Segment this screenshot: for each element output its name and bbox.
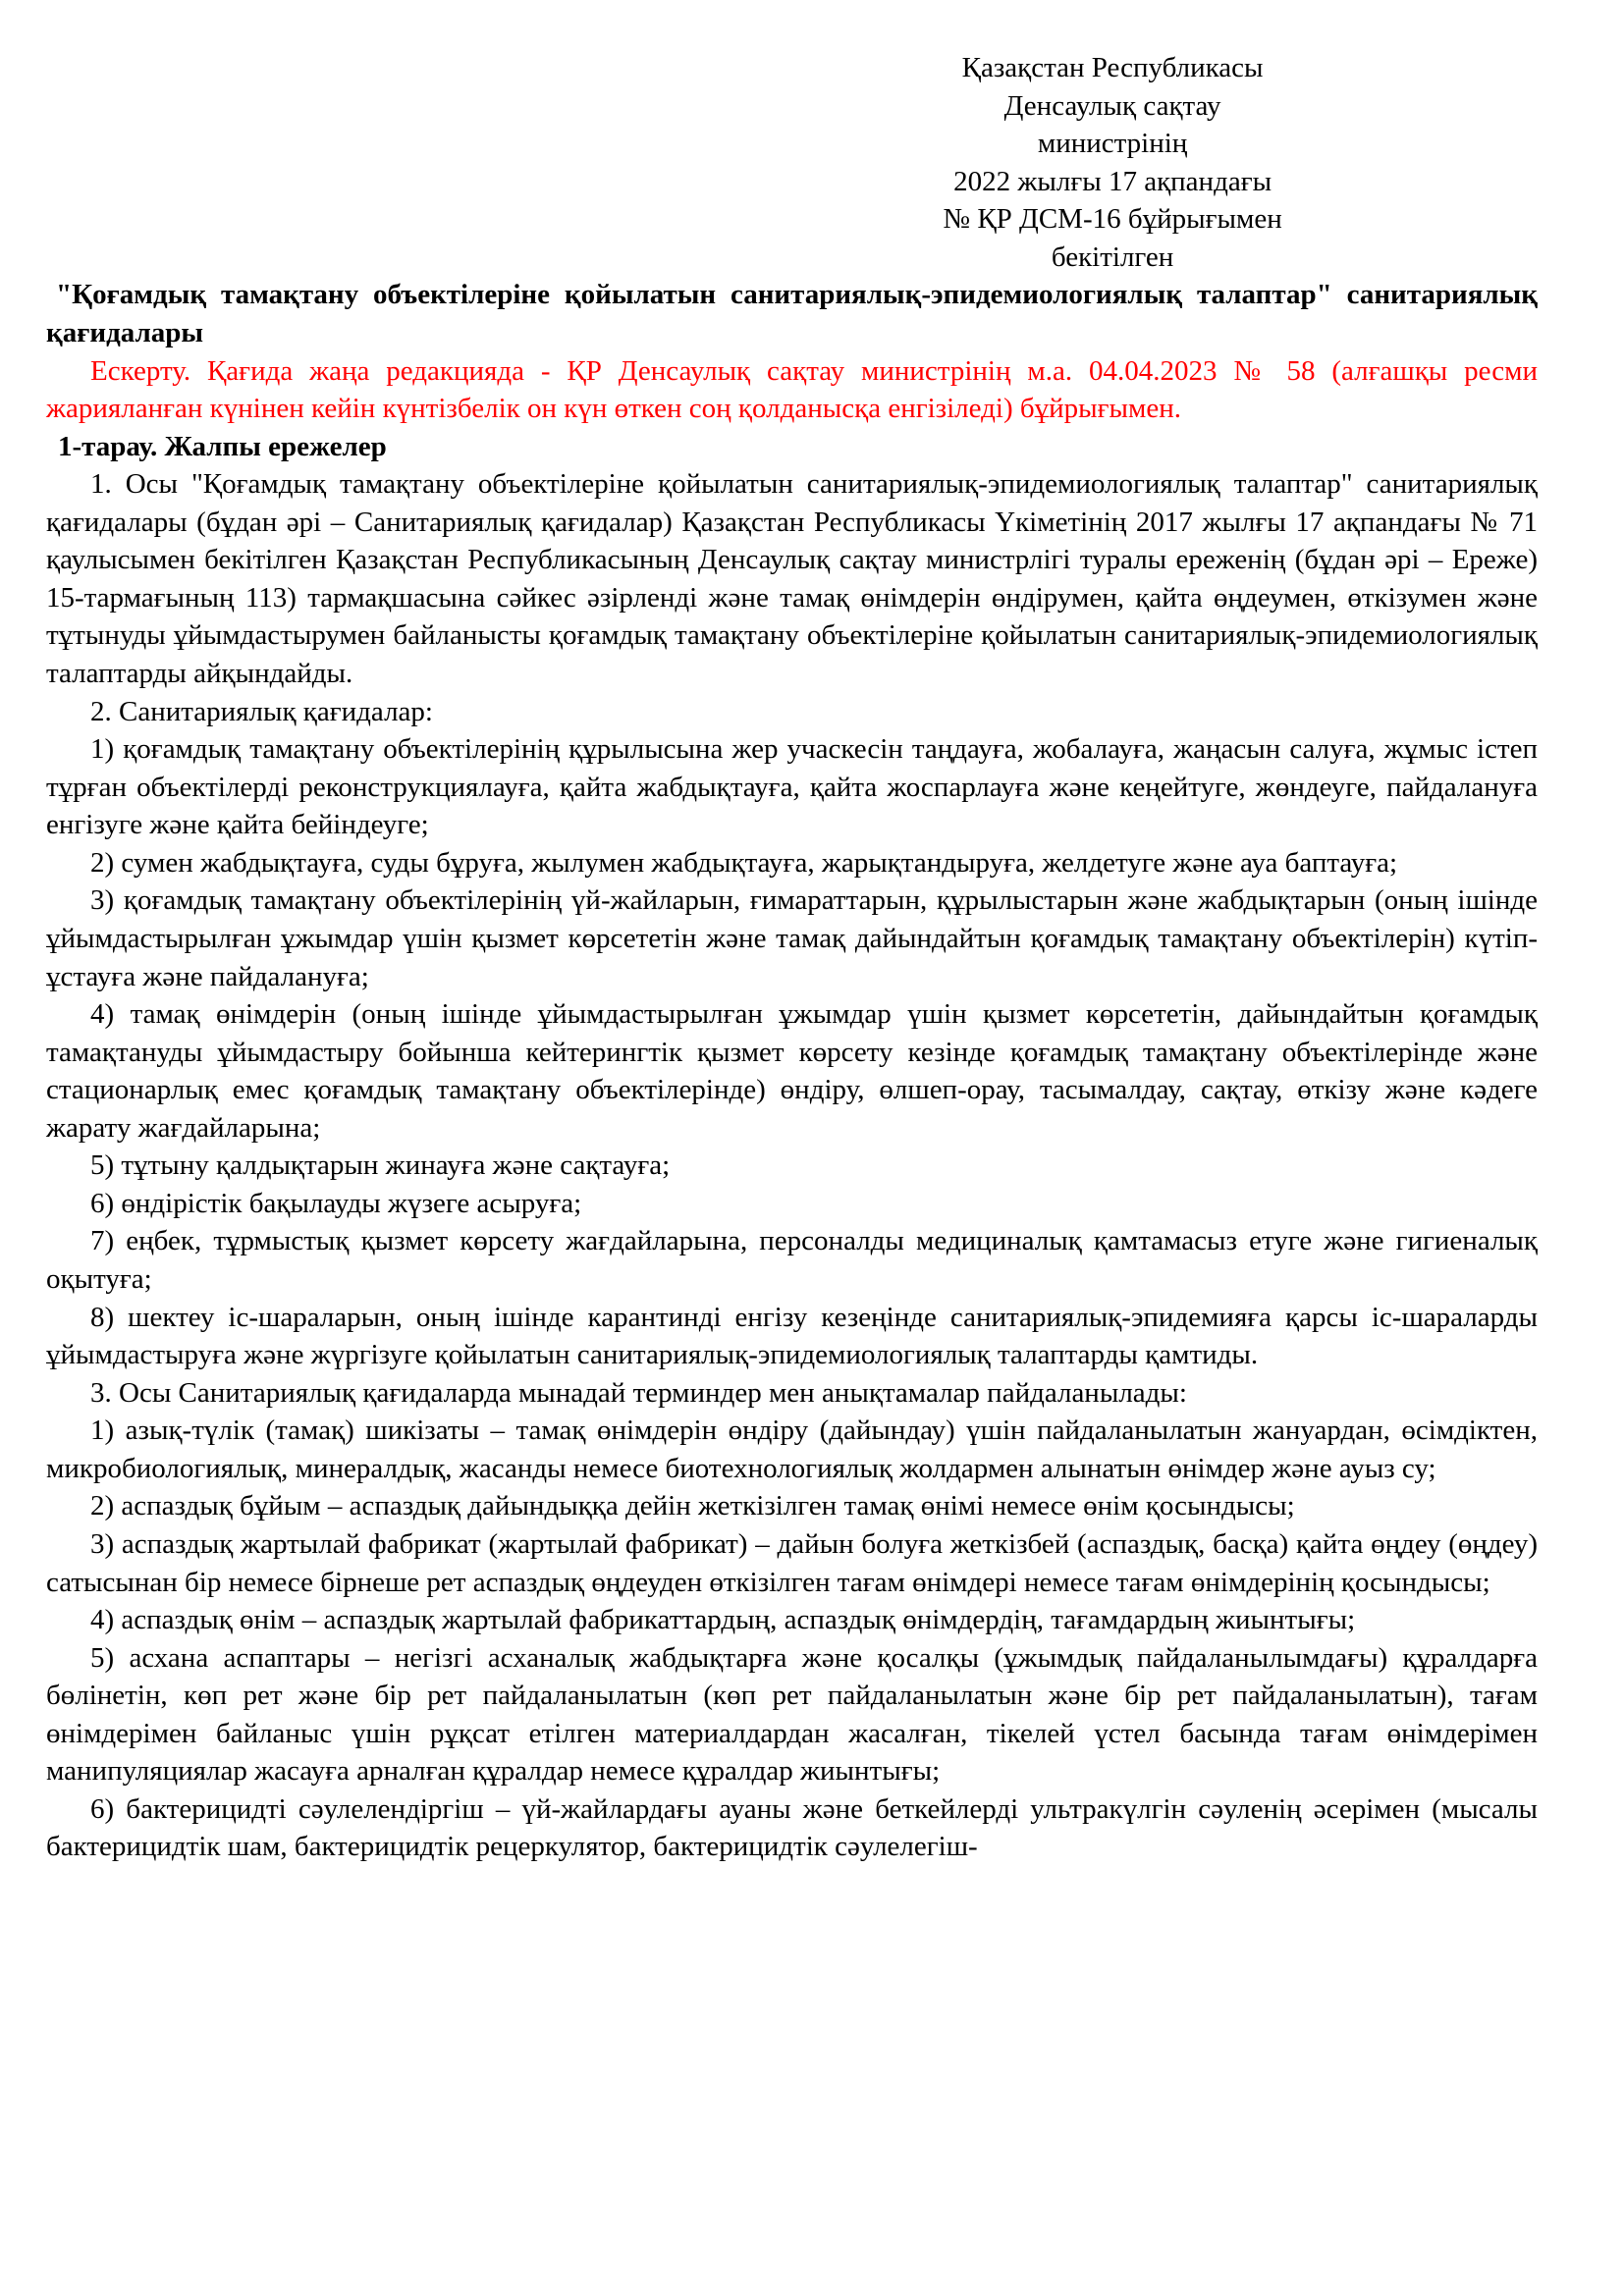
body-paragraph: 3. Осы Санитариялық қағидаларда мынадай терминдер мен анықтамалар пайдаланылады: bbox=[90, 1376, 1187, 1409]
approval-block bbox=[687, 49, 1538, 276]
body-paragraph: 4) тамақ өнімдерін (оның ішінде ұйымдастырылған ұжымдар үшін қызмет көрсететін, дайындайтын қоғамдық тамақтануды ұйымдастыру бойынша кейтерингтік қызмет көрсету кезінде қоғамдық тамақтану объектілерінде және стационарлық емес қоғамдық тамақтану объектілерінде) өндіру, өлшеп-орау, тасымалдау, сақтау, өткізу және кәдеге жарату жағдайларына; bbox=[46, 998, 1538, 1144]
chapter-heading: 1-тарау. Жалпы ережелер bbox=[58, 430, 387, 462]
body-paragraph: 2) сумен жабдықтауға, суды бұруға, жылумен жабдықтауға, жарықтандыруға, желдетуге және ауа баптауға; bbox=[90, 846, 1398, 879]
body-paragraph: 1) азық-түлік (тамақ) шикізаты – тамақ өнімдерін өндіру (дайындау) үшін пайдаланылатын жануардан, өсімдіктен, микробиологиялық, минералдық, жасанды немесе биотехнологиялық жолдармен алынатын өнімдер және ауыз су; bbox=[46, 1415, 1538, 1484]
approval-line: бекітілген bbox=[1051, 240, 1174, 273]
body-paragraph: 3) қоғамдық тамақтану объектілерінің үй-жайларын, ғимараттарын, құрылыстарын және жабдықтарын (оның ішінде ұйымдастырылған ұжымдар үшін қызмет көрсететін және тамақ дайындайтын қоғамдық тамақтану объектілерін) күтіп-ұстауға және пайдалануға; bbox=[46, 884, 1538, 992]
amendment-note: Ескерту. Қағида жаңа редакцияда - ҚР Денсаулық сақтау министрінің м.а. 04.04.2023 № 58 (алғашқы ресми жарияланған күнінен кейін күнтізбелік он күн өткен соң қолданысқа енгізіледі) бұйрығымен. bbox=[46, 354, 1538, 425]
body-paragraph: 3) аспаздық жартылай фабрикат (жартылай фабрикат) – дайын болуға жеткізбей (аспаздық, басқа) қайта өңдеу (өңдеу) сатысынан бір немесе бірнеше рет аспаздық өңдеуден өткізілген тағам өнімдері немесе тағам өнімдерінің қосындысы; bbox=[46, 1527, 1538, 1598]
body-paragraph: 1) қоғамдық тамақтану объектілерінің құрылысына жер учаскесін таңдауға, жобалауға, жаңасын салуға, жұмыс істеп тұрған объектілерді реконструкциялауға, қайта жабдықтауға, қайта жоспарлауға және кеңейтуге, жөндеуге, пайдалануға енгізуге және қайта бейіндеуге; bbox=[46, 733, 1538, 841]
body-paragraph: 5) асхана аспаптары – негізгі асханалық жабдықтарға және қосалқы (ұжымдық пайдаланылымдағы) құралдарға бөлінетін, көп рет және бір рет пайдаланылатын (көп рет пайдаланылатын және бір рет пайдаланылатын), тағам өнімдерімен байланыс үшін рұқсат етілген материалдардан жасалған, тікелей үстел басында тағам өнімдерімен манипуляциялар жасауға арналған құралдар немесе құралдар жиынтығы; bbox=[46, 1641, 1538, 1788]
body-paragraph: 5) тұтыну қалдықтарын жинауға және сақтауға; bbox=[90, 1149, 671, 1182]
body-paragraph: 6) бактерицидті сәулелендіргіш – үй-жайлардағы ауаны және беткейлерді ультракүлгін сәуленің әсерімен (мысалы бактерицидтік шам, бактерицидтік рецеркулятор, бактерицидтік сәулелегіш- bbox=[46, 1792, 1538, 1863]
approval-line: Денсаулық сақтау bbox=[1003, 89, 1221, 122]
body-paragraph: 8) шектеу іс-шараларын, оның ішінде карантинді енгізу кезеңінде санитариялық-эпидемияға қарсы іс-шараларды ұйымдастыруға және жүргізуге қойылатын санитариялық-эпидемиологиялық талаптарды қамтиды. bbox=[46, 1301, 1538, 1371]
document-title: "Қоғамдық тамақтану объектілеріне қойылатын санитариялық-эпидемиологиялық талаптар" санитариялық қағидалары bbox=[46, 279, 1538, 348]
approval-line: 2022 жылғы 17 ақпандағы bbox=[953, 165, 1272, 197]
body-paragraph: 6) өндірістік бақылауды жүзеге асыруға; bbox=[90, 1187, 582, 1219]
document-body bbox=[46, 465, 1538, 1866]
body-paragraph: 2. Санитариялық қағидалар: bbox=[90, 695, 433, 727]
body-paragraph: 7) еңбек, тұрмыстық қызмет көрсету жағдайларына, персоналды медициналық қамтамасыз етуге және гигиеналық оқытуға; bbox=[46, 1225, 1538, 1295]
approval-line: Қазақстан Республикасы bbox=[961, 52, 1264, 83]
body-paragraph: 2) аспаздық бұйым – аспаздық дайындыққа дейін жеткізілген тамақ өнімі немесе өнім қосындысы; bbox=[90, 1490, 1295, 1522]
body-paragraph: 1. Осы "Қоғамдық тамақтану объектілеріне қойылатын санитариялық-эпидемиологиялық талаптар" санитариялық қағидалары (бұдан әрі – Санитариялық қағидалар) Қазақстан Республикасы Үкіметінің 2017 жылғы 17 ақпандағы № 71 қаулысымен бекітілген Қазақстан Республикасының Денсаулық сақтау министрлігі туралы ереженің (бұдан әрі – Ереже) 15-тармағының 113) тармақшасына сәйкес әзірленді және тамақ өнімдерін өндірумен, қайта өңдеумен, өткізумен және тұтынуды ұйымдастырумен байланысты қоғамдық тамақтану объектілеріне қойылатын санитариялық-эпидемиологиялық талаптарды айқындайды. bbox=[46, 468, 1538, 689]
approval-line: министрінің bbox=[1037, 128, 1188, 160]
approval-line: № ҚР ДСМ-16 бұйрығымен bbox=[943, 203, 1282, 236]
body-paragraph: 4) аспаздық өнім – аспаздық жартылай фабрикаттардың, аспаздық өнімдердің, тағамдардың жиынтығы; bbox=[90, 1604, 1356, 1636]
